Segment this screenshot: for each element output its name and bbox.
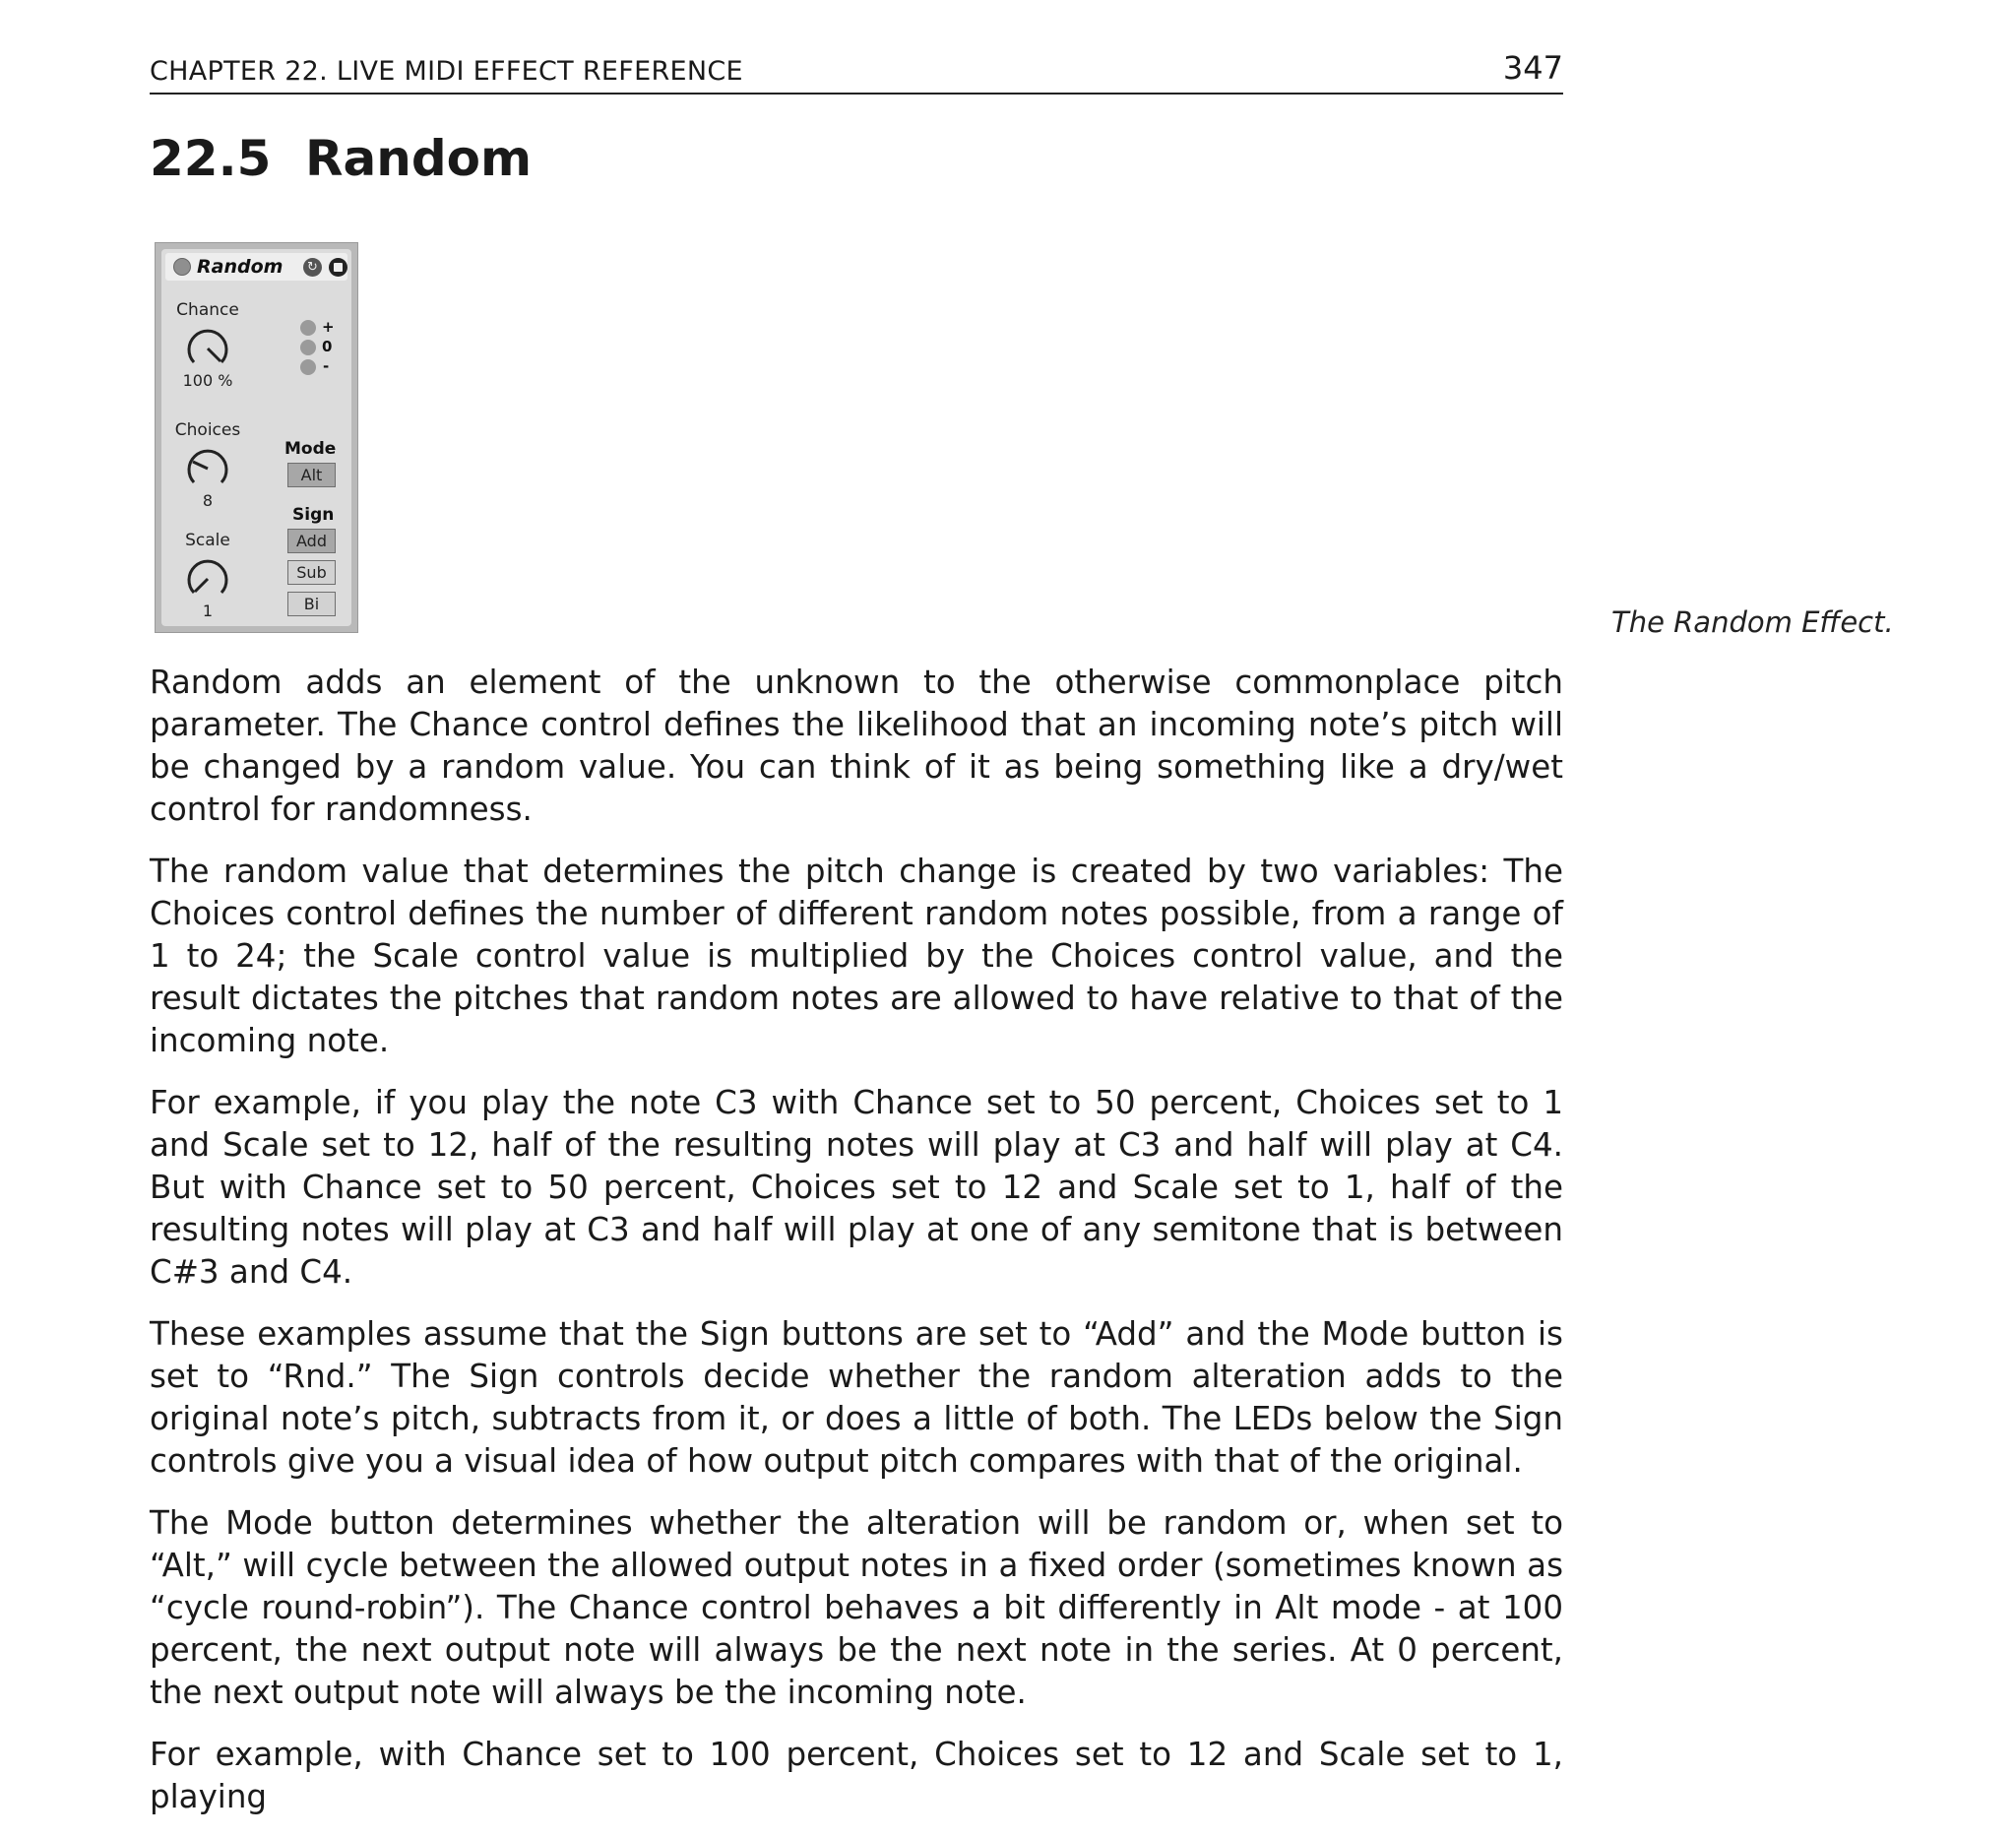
- paragraph: For example, if you play the note C3 with Chance set to 50 percent, Choices set to 1 and Scale set to 12, half of the resulting notes will play at C3 and half will play at C4. But with Chance set to 50 percent, Choices set to 12 and Scale set to 1, half of the resulting notes will play at C3 and half will play at one of any semitone that is between C#3 and C4.: [150, 1084, 1563, 1291]
- led-zero-label: 0: [322, 338, 333, 355]
- section-heading: [150, 130, 532, 187]
- device-body: [161, 249, 351, 626]
- chapter-title: CHAPTER 22. LIVE MIDI EFFECT REFERENCE: [150, 56, 743, 87]
- scale-label: Scale: [185, 531, 230, 550]
- section-number: 22.5: [150, 130, 272, 187]
- choices-value: 8: [202, 491, 214, 510]
- running-header: [150, 49, 1563, 95]
- scale-knob: [183, 554, 232, 603]
- body-text: [150, 662, 1563, 1838]
- page-number: 347: [1502, 49, 1563, 87]
- device-name: Random: [197, 256, 284, 278]
- hot-swap-icon: ↻: [303, 258, 322, 277]
- device-title-bar: [165, 253, 347, 281]
- mode-alt-button: Alt: [287, 463, 336, 487]
- scale-value: 1: [202, 602, 214, 620]
- chance-knob: [183, 324, 232, 373]
- paragraph: The random value that determines the pitch change is created by two variables: The Choices control defines the number of different random notes possible, from a range of 1 to 24; the Scale control value is multiplied by the Choices control value, and the result dictates the pitches that random notes are allowed to have relative to that of the incoming note.: [150, 853, 1563, 1059]
- figure-caption: The Random Effect.: [1611, 605, 1894, 639]
- paragraph: The Mode button determines whether the alteration will be random or, when set to “Alt,” will cycle between the allowed output notes in a fixed order (sometimes known as “cycle round-robin”). The Chance control behaves a bit differently in Alt mode - at 100 percent, the next output note will always be the next note in the series. At 0 percent, the next output note will always be the incoming note.: [150, 1504, 1563, 1711]
- sign-label: Sign: [292, 505, 335, 525]
- chance-value: 100 %: [182, 371, 233, 390]
- section-title: Random: [305, 130, 533, 187]
- paragraph: For example, with Chance set to 100 percent, Choices set to 12 and Scale set to 1, playing: [150, 1736, 1563, 1815]
- sign-add-button: Add: [287, 529, 336, 553]
- save-preset-icon: [329, 258, 347, 277]
- paragraph: These examples assume that the Sign buttons are set to “Add” and the Mode button is set to “Rnd.” The Sign controls decide whether the random alteration adds to the original note’s pitch, subtracts from it, or does a little of both. The LEDs below the Sign controls give you a visual idea of how output pitch compares with that of the original.: [150, 1315, 1563, 1480]
- led-zero: [300, 340, 316, 355]
- paragraph: Random adds an element of the unknown to the otherwise commonplace pitch parameter. The Chance control defines the likelihood that an incoming note’s pitch will be changed by a random value. You can think of it as being something like a dry/wet control for randomness.: [150, 664, 1563, 828]
- led-minus-label: -: [323, 357, 330, 375]
- sign-sub-button: Sub: [287, 560, 336, 585]
- random-device-image: [155, 242, 358, 633]
- mode-label: Mode: [284, 439, 337, 459]
- chance-label: Chance: [176, 300, 239, 320]
- power-icon: [173, 258, 191, 276]
- choices-label: Choices: [174, 420, 241, 440]
- led-minus: [300, 359, 316, 375]
- sign-bi-button: Bi: [287, 592, 336, 616]
- choices-knob: [183, 444, 232, 493]
- led-plus: [300, 320, 316, 336]
- led-plus-label: +: [322, 318, 335, 336]
